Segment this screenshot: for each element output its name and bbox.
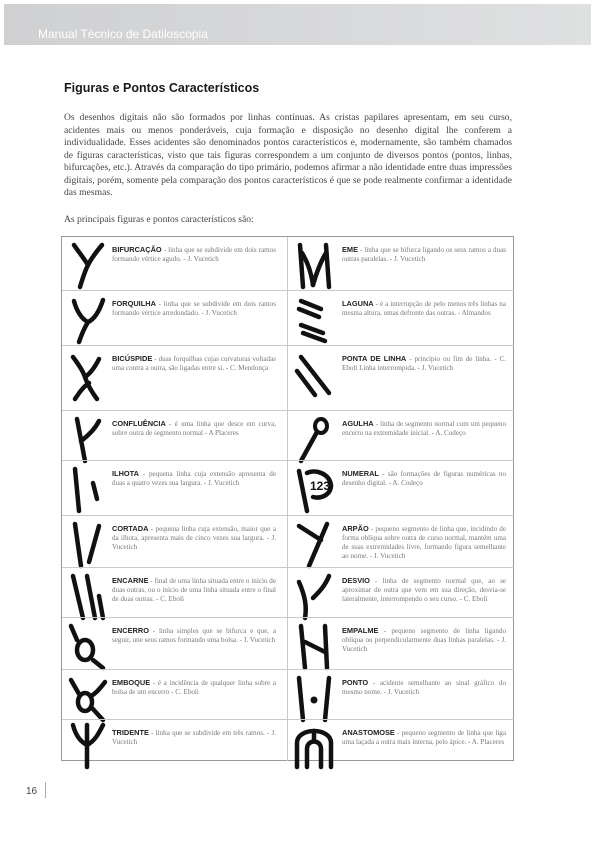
figure-desc: - linha simples que se bifurca e que, a seguir, une seus ramos formando uma bolsa. - J. Vucetich — [112, 627, 276, 644]
figure-term: DESVIO — [342, 576, 370, 585]
enclosure-icon — [65, 622, 111, 672]
bifurcation-icon — [65, 241, 111, 291]
figure-desc: - linha que se subdivide em três ramos. - J. Vucetich — [112, 729, 276, 746]
figure-term: CORTADA — [112, 524, 149, 533]
figure-term: ENCARNE — [112, 576, 149, 585]
figure-desc: - acidente semelhante ao sinal gráfico do mesmo nome. - J. Vucetich — [342, 679, 506, 696]
figure-cell-ilhota — [62, 460, 287, 516]
figure-desc: - pequeno segmento de linha que liga uma laçada a outra mais interna, pelo ápice. - A. Placeres — [342, 729, 506, 746]
figure-term: EMPALME — [342, 626, 379, 635]
figure-desc: - é uma linha que desce em curva, sobre outra de segmento normal - A Placeres — [112, 420, 276, 437]
eme-icon — [291, 241, 337, 291]
figure-desc: - é a incidência de qualquer linha sobre a bolsa de um encerro - C. Eboli — [112, 679, 276, 696]
figure-cell-encerro — [62, 617, 287, 670]
figure-term: EME — [342, 245, 359, 254]
figure-term: FORQUILHA — [112, 299, 156, 308]
bicuspid-icon — [65, 353, 111, 403]
figure-desc: - pequena linha cuja extensão, maior que a da ilhota, apresenta mais de cinco vezes sua largura. - J. Vucetich — [112, 525, 276, 551]
figure-term: AGULHA — [342, 419, 374, 428]
header-bar — [4, 4, 591, 45]
figure-cell-desvio — [287, 567, 514, 618]
figure-desc: - duas forquilhas cujas curvaturas voltadas uma contra a outra, são ligadas entre si. - C. Mendonça — [112, 355, 276, 372]
line-end-icon — [291, 353, 337, 403]
deviation-icon — [291, 572, 337, 622]
figure-desc: - linha de segmento normal com um pequeno encerro na extremidade inicial. - A. Codeço — [342, 420, 506, 437]
figure-desc: - linha que se subdivide em dois ramos formando vértice arredondado. - J. Vucetich — [112, 300, 276, 317]
figures-table — [61, 236, 514, 761]
figure-desc: - pequeno segmento de linha que, incidindo de forma oblíqua sobre outra de curso normal, mantém uma de suas extremidades livre, formando figura semelhante ao nome. - J. Vucetich — [342, 525, 506, 560]
figure-term: NUMERAL — [342, 469, 379, 478]
figure-cell-eme — [287, 237, 514, 290]
figure-term: PONTA DE LINHA — [342, 354, 407, 363]
figure-cell-empalme — [287, 617, 514, 670]
confluence-icon — [65, 415, 111, 465]
figure-term: EMBOQUE — [112, 678, 151, 687]
figure-term: LAGUNA — [342, 299, 374, 308]
figure-desc: - são formações de figuras numéricas no desenho digital. - A. Codeço — [342, 470, 506, 487]
figure-cell-emboque — [62, 669, 287, 720]
laguna-icon — [291, 295, 337, 345]
figure-cell-numeral — [287, 460, 514, 516]
figure-cell-ponto — [287, 669, 514, 720]
figure-cell-bifurcacao — [62, 237, 287, 290]
figure-cell-cortada — [62, 515, 287, 568]
figure-desc: - final de uma linha situada entre o início de duas outras, ou o início de uma linha situada entre o final de duas outras. - C. Eboli — [112, 577, 276, 603]
figure-desc: - pequeno segmento de linha ligando oblíqua ou perpendicularmente duas linhas paralelas. - J. Vucetich — [342, 627, 506, 653]
anastomosis-icon — [291, 721, 337, 761]
page-number-divider — [45, 782, 46, 798]
lead-sentence: As principais figuras e pontos característicos são: — [64, 214, 254, 225]
emboque-icon — [65, 674, 111, 724]
manual-title: Manual Técnico de Datiloscopia — [38, 27, 208, 41]
trident-icon — [65, 721, 111, 761]
figure-desc: - linha que se bifurca ligando os seus ramos a duas outras paralelas. - J. Vucetich — [342, 246, 506, 263]
figure-desc: - pequena linha cuja extensão apresenta de duas a quatro vezes sua largura. - J. Vucetich — [112, 470, 276, 487]
figure-term: ENCERRO — [112, 626, 149, 635]
harpoon-icon — [291, 520, 337, 570]
encarne-icon — [65, 572, 111, 622]
figure-cell-ponta-de-linha — [287, 345, 514, 411]
svg-text:123: 123 — [310, 479, 331, 493]
figure-cell-laguna — [287, 290, 514, 346]
figure-desc: - linha que se subdivide em dois ramos formando vértice agudo. - J. Vucetich — [112, 246, 276, 263]
numeral-icon — [291, 465, 337, 515]
short-ridge-icon — [65, 520, 111, 570]
figure-desc: - é a interrupção de pelo menos três linhas na mesma altura, umas defronte das outras. - Almandos — [342, 300, 506, 317]
figure-cell-encarne — [62, 567, 287, 618]
figure-cell-agulha — [287, 410, 514, 461]
needle-icon — [291, 415, 337, 465]
figure-cell-bicuspide — [62, 345, 287, 411]
fork-icon — [65, 295, 111, 345]
page-number: 16 — [26, 786, 38, 797]
figure-cell-arpao — [287, 515, 514, 568]
figure-term: CONFLUÊNCIA — [112, 419, 166, 428]
figure-term: TRIDENTE — [112, 728, 149, 737]
islet-icon — [65, 465, 111, 515]
intro-paragraph: Os desenhos digitais não são formados por linhas contínuas. As cristas papilares apresentam, em seu curso, acidentes mais ou menos ponderáveis, cuja formação e disposição no desenho digital lhe conferem a individualidade. Esses acidentes são denominados pontos característicos e, modernamente, são também chamados de figuras características, visto que tais figuras correspondem a um conjunto de diversos pontos (pontos, linhas, bifurcações, etc.). Através da comparação do tipo primário, podemos afirmar a não identidade entre duas impressões digitais, porém, somente pela comparação dos pontos característicos é que se pode realmente confirmar a identidade das mesmas. — [64, 112, 512, 198]
figure-term: BIFURCAÇÃO — [112, 245, 162, 254]
figure-term: ARPÃO — [342, 524, 369, 533]
bridge-icon — [291, 622, 337, 672]
figure-cell-anastomose — [287, 719, 514, 761]
figure-term: BICÚSPIDE — [112, 354, 153, 363]
figure-term: PONTO — [342, 678, 369, 687]
figure-cell-confluencia — [62, 410, 287, 461]
figure-term: ILHOTA — [112, 469, 139, 478]
figure-term: ANASTOMOSE — [342, 728, 395, 737]
figure-desc: - princípio ou fim de linha. - C. Eboli Linha interrompida. - J. Vucetich — [342, 355, 506, 372]
figure-desc: - linha de segmento normal que, ao se aproximar de outra que vem em sua direção, desvia-se lateralmente, interrompendo o seu curso. - C. Eboli — [342, 577, 506, 603]
section-title: Figuras e Pontos Característicos — [64, 81, 260, 95]
dot-icon — [291, 674, 337, 724]
figure-cell-tridente — [62, 719, 287, 761]
figure-cell-forquilha — [62, 290, 287, 346]
